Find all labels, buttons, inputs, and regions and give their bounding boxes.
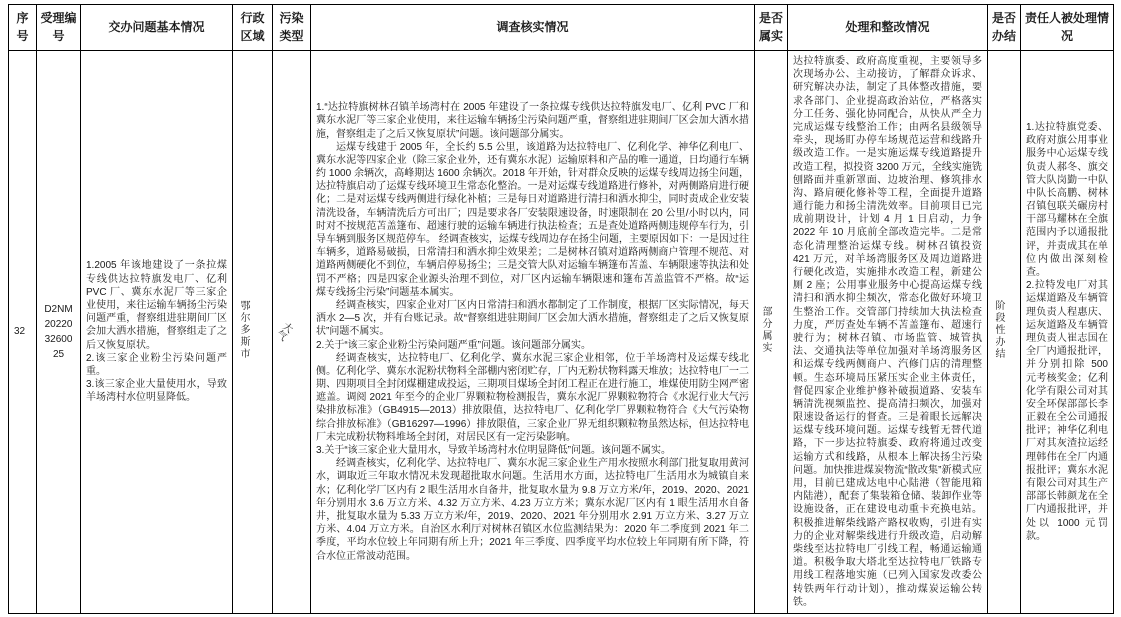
col-header-is-concluded: 是否办结 xyxy=(988,5,1021,51)
paragraph: 1.达拉特旗党委、政府对旗公用事业服务中心运煤专线负责人郝冬、旗交管大队岗勤一中队中队长高鹏、树林召镇包联关碾房村干部马耀林在全旗范围内予以通报批评，并责成其在单位内做出深刻检查。 xyxy=(1026,121,1108,278)
paragraph: 2.该三家企业粉尘污染问题严重。 xyxy=(86,352,227,377)
paragraph: 运煤专线建于 2005 年，全长约 5.5 公里，该道路为达拉特电厂、亿利化学、神华亿利电厂、冀东水泥等四家企业（除三家企业外，还有冀东水泥）运输原料和产品的唯一通道，日均通行车辆约 1000 余辆次，高峰期达 1600 余辆次。2018 年开始，针对群众反映的运煤专线周边扬尘问题，达拉特旗启动了运煤专线环境卫生常态化整治。一是对运煤专线道路进行修补，对两侧路肩进行硬化；二是对运煤专线两侧进行绿化补植；三是每日对道路进行清扫和洒水抑尘，同时责成企业安装清洗设备，车辆清洗后方可出厂；四是要求各厂安装限速设备，时速限制在 20 公里/小时以内，同时对不按规范苫盖篷布、超速行驶的运输车辆进行执法检查；五是查处道路两侧违规停车行为，引导车辆到服务区规范停车。 经调查核实，运煤专线周边存在扬尘问题，主要原因如下：一是因过往车辆多，道路易破损，日常清扫和洒水抑尘效果差；二是树林召镇对道路两侧商户管理不规范、对道路两侧硬化不到位，车辆启停易扬尘；三是交管大队对运输车辆篷布苫盖、车辆限速等执法和处罚不严格；四是四家企业源头治理不到位，对厂区内运输车辆限速和篷布苫盖监管不严格。故“运煤专线扬尘污染”问题基本属实。 xyxy=(316,141,749,298)
paragraph: 达拉特旗委、政府高度重视，主要领导多次现场办公、主动接访，了解群众诉求、研究解决办法，制定了具体整改措施，要求各部门、企业提高政治站位，严格落实分工任务、强化协同配合，从快从严全力完成运煤专线整治工作；由两名县级领导牵头，现场盯办停车场规范运营和线路升级改造工作。一是实施运煤专线道路提升改造工程，拟投资 3200 万元，全线实施铣刨路面并重新罩面、边坡治理、修筑排水沟、路肩硬化修补等工程，全面提升道路通行能力和扬尘清洗效率。目前项目已完成前期设计，计划 4 月 1 日启动，力争 2022 年 10 月底前全部改造完毕。二是常态化清理整治运煤专线。树林召镇投资 421 万元，对羊场湾服务区及周边道路进行硬化改造，实施排水改造工程，新建公厕 2 座；公用事业服务中心提高运煤专线清扫和洒水抑尘频次，常态化做好环境卫生整治工作。交管部门持续加大执法检查力度，严厉查处车辆不苫盖篷布、超速行驶行为；树林召镇、市场监管、城管执法、交通执法等单位加强对羊场湾服务区和运煤专线两侧商户、汽修门店的清理整顿。生态环境局压紧压实企业主体责任，督促四家企业维护修补破损道路、安装车辆清洗视频监控、提高清扫频次，加强对限速设备运行的督查。三是着眼长远解决运煤专线环境问题。运煤专线暂无替代道路，下一步达拉特旗委、政府将通过改变运输方式和线路，从根本上解决扬尘污染问题。加快推进煤炭物流“散改集”新模式应用，目前已建成达电中心陆港（智能甩箱内陆港），配套了集装箱仓储、装卸作业等设施设备，正在建设电动重卡充换电站。积极推进解柴线路产路权收购，引进有实力的企业对解柴线进行升级改造，启动解柴线至达拉特电厂引线工程，畅通运输通道。积极争取大塔北至达拉特电厂铁路专用线工程落地实施（已列入国家发改委公转铁两年行动计划），推动煤炭运输公转铁。 xyxy=(793,56,982,608)
cell-serial-no: 32 xyxy=(9,51,37,614)
is-verified-label: 部分属实 xyxy=(760,305,771,354)
cell-region xyxy=(233,51,273,614)
inspection-report-table xyxy=(8,4,1114,614)
col-header-region: 行政区域 xyxy=(233,5,273,51)
case-number: D2NM202203260025 xyxy=(44,303,73,360)
col-header-case-no: 受理编号 xyxy=(37,5,81,51)
paragraph: 经调查核实，达拉特电厂、亿利化学、冀东水泥三家企业相邻，位于羊场湾村及运煤专线北侧。亿利化学、冀东水泥粉状物料全部棚内密闭贮存，厂内无粉状物料露天堆放；达拉特电厂一二期、四期项目全封闭煤棚建成投运，三期项目煤场全封闭工程正在进行施工，堆煤使用防尘网严密遮盖。调阅 2021 年至今的企业厂界颗粒物检测报告，冀东水泥厂界颗粒物符合《水泥行业大气污染排放标准》（GB4915—2013）排放限值，达拉特电厂、亿利化学厂界颗粒物符合《大气污染物综合排放标准》（GB16297—1996）排放限值，三家企业厂界无组织颗粒物虽然达标，但达拉特电厂未完成粉状物料堆场全封闭，对居民区有一定污染影响。 xyxy=(316,352,749,443)
col-header-is-verified: 是否属实 xyxy=(755,5,788,51)
paragraph: 3.关于“该三家企业大量用水，导致羊场湾村水位明显降低”问题。该问题不属实。 xyxy=(316,445,671,457)
col-header-investigation: 调查核实情况 xyxy=(311,5,755,51)
paragraph: 经调查核实，四家企业对厂区内日常清扫和洒水都制定了工作制度，根据厂区实际情况，每天洒水 2—5 次，并有台账记录。故“督察组进驻期间厂区会加大洒水措施，督察组走了之后又恢复原状”问题不属实。 xyxy=(316,299,749,338)
cell-is-concluded xyxy=(988,51,1021,614)
col-header-pollution-type: 污染类型 xyxy=(273,5,311,51)
cell-is-verified xyxy=(755,51,788,614)
paragraph: 1.“达拉特旗树林召镇羊场湾村在 2005 年建设了一条拉煤专线供达拉特旗发电厂、亿利 PVC 厂和冀东水泥厂等三家企业使用，来往运输车辆扬尘污染问题严重，督察组进驻期间厂区会加大洒水措施，督察组走了之后又恢复原状”问题。该问题部分属实。 xyxy=(316,102,749,140)
cell-pollution-type xyxy=(273,51,311,614)
col-header-accountability: 责任人被处理情况 xyxy=(1021,5,1114,51)
is-concluded-label: 阶段性办结 xyxy=(993,299,1004,360)
region-label: 鄂尔多斯市 xyxy=(238,299,249,360)
cell-accountability xyxy=(1021,51,1114,614)
paragraph: 2.关于“该三家企业粉尘污染问题严重”问题。该问题部分属实。 xyxy=(316,339,591,351)
cell-case-no xyxy=(37,51,81,614)
cell-problem xyxy=(81,51,233,614)
paragraph: 1.2005 年该地建设了一条拉煤专线供达拉特旗发电厂、亿利 PVC 厂、冀东水泥厂等三家企业使用，来往运输车辆扬尘污染问题严重，督察组进驻期间厂区会加大洒水措施，督察组走了之后又恢复原状。 xyxy=(86,260,227,351)
col-header-rectification: 处理和整改情况 xyxy=(788,5,988,51)
table-row xyxy=(9,51,1114,614)
paragraph: 2.拉特发电厂对其运煤道路及车辆管理负责人程惠庆、运灰道路及车辆管理负责人崔志国在全厂内通报批评，并分别扣除 500 元考核奖金；亿利化学有限公司对其安全环保部部长李正毅在全公司通报批评；神华亿利电厂对其灰渣拉运经理韩伟在全厂内通报批评；冀东水泥有限公司对其生产部部长韩颜龙在全厂内通报批评，并处以 1000 元罚款。 xyxy=(1026,280,1108,542)
cell-investigation xyxy=(311,51,755,614)
pollution-type-label: 大气 xyxy=(273,318,294,342)
paragraph: 3.该三家企业大量使用水，导致羊场湾村水位明显降低。 xyxy=(86,379,227,404)
paragraph: 经调查核实，亿利化学、达拉特电厂、冀东水泥三家企业生产用水按照水利部门批复取用黄河水，调取近三年取水情况未发现超批取水问题。生活用水方面，达拉特电厂生活用水为城镇自来水；亿利化学厂区内有 2 眼生活用水自备井，批复取水量为 9.8 万立方米/年，2019、2020、2021 年分别用水 3.6 万立方米、4.32 万立方米、4.23 万立方米；冀东水泥厂区内有 1 眼生活用水自备井，批复取水量为 5.33 万立方米/年，2019、2020、2021 年分别用水 2.91 万立方米、3.27 万立方米、4.04 万立方米。自治区水利厅对树林召镇区水位监测结果为：2020 年二季度到 2021 年二季度，平均水位较上年同期有所上升；2021 年三季度、四季度平均水位较上年同期有所下降，符合水位正常波动范围。 xyxy=(316,458,749,562)
cell-rectification xyxy=(788,51,988,614)
col-header-problem: 交办问题基本情况 xyxy=(81,5,233,51)
col-header-serial-no: 序号 xyxy=(9,5,37,51)
table-header-row xyxy=(9,5,1114,51)
